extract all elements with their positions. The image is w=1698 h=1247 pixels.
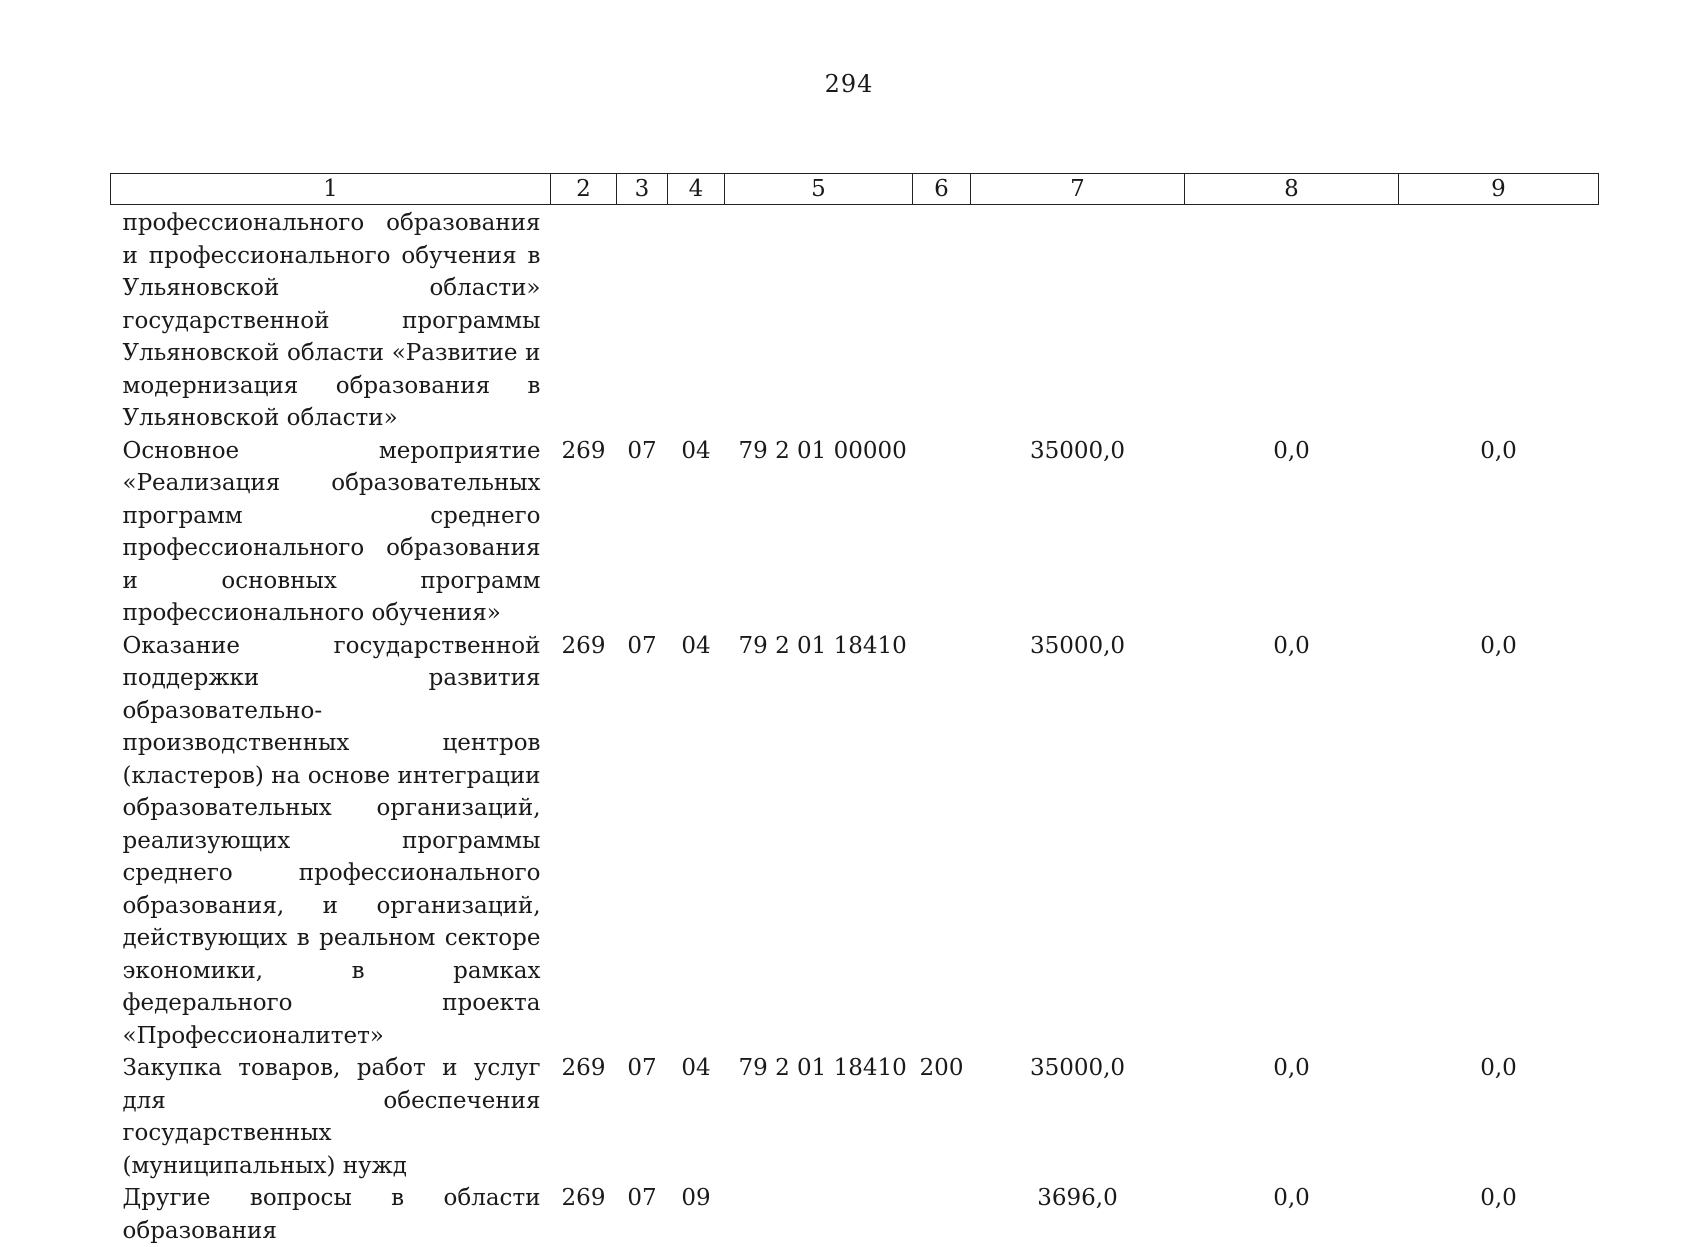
row-name: Оказание государственной поддержки развития образовательно-производственных центров (кластеров) на основе интеграции образовательных организаций, реализующих программы среднего профессионального образования, и организаций, действующих в реальном секторе экономики, в рамках федерального проекта «Профессионалитет» xyxy=(122,632,541,1049)
amount-col7: 35000,0 xyxy=(1029,437,1126,464)
target-article-code: 79 2 01 18410 xyxy=(738,632,907,659)
amount-col9: 0,0 xyxy=(1480,1185,1517,1211)
table-row xyxy=(111,1182,1599,1247)
admin-code xyxy=(551,205,617,435)
column-header: 6 xyxy=(913,174,971,205)
budget-table xyxy=(110,173,1599,1247)
row-name: Основное мероприятие «Реализация образовательных программ среднего профессионального образования и основных программ профессионального обучения» xyxy=(122,437,541,626)
amount-col9 xyxy=(1399,205,1599,435)
column-header: 2 xyxy=(551,174,617,205)
section-code: 07 xyxy=(627,437,657,464)
section-code xyxy=(617,205,668,435)
subsection-code: 04 xyxy=(681,437,711,464)
admin-code: 269 xyxy=(561,632,606,659)
page-number: 294 xyxy=(824,70,874,98)
row-name: Другие вопросы в области образования xyxy=(122,1185,541,1244)
column-header: 7 xyxy=(971,174,1185,205)
expense-type-code xyxy=(913,205,971,435)
admin-code: 269 xyxy=(561,437,606,464)
section-code: 07 xyxy=(627,632,657,659)
expense-type-code: 200 xyxy=(919,1055,964,1081)
subsection-code: 04 xyxy=(681,632,711,659)
section-code: 07 xyxy=(627,1185,657,1211)
amount-col8: 0,0 xyxy=(1273,632,1310,659)
target-article-code: 79 2 01 18410 xyxy=(738,1055,907,1081)
amount-col9: 0,0 xyxy=(1480,1055,1517,1081)
amount-col7: 35000,0 xyxy=(1029,632,1126,659)
amount-col8: 0,0 xyxy=(1273,1055,1310,1081)
amount-col9: 0,0 xyxy=(1480,437,1517,464)
amount-col8 xyxy=(1185,205,1399,435)
table-header-row xyxy=(111,174,1599,205)
amount-col9: 0,0 xyxy=(1480,632,1517,659)
column-header: 4 xyxy=(668,174,725,205)
table-row xyxy=(111,435,1599,630)
amount-col8: 0,0 xyxy=(1273,437,1310,464)
amount-col7: 35000,0 xyxy=(1029,1055,1126,1081)
row-name: Закупка товаров, работ и услуг для обеспечения государственных (муниципальных) нужд xyxy=(122,1055,541,1179)
expense-type-code xyxy=(913,435,971,630)
admin-code: 269 xyxy=(561,1055,606,1081)
column-header: 1 xyxy=(111,174,551,205)
subsection-code: 09 xyxy=(681,1185,711,1211)
target-article-code: 79 2 01 00000 xyxy=(738,437,907,464)
expense-type-code xyxy=(913,630,971,1053)
subsection-code xyxy=(668,205,725,435)
amount-col7: 3696,0 xyxy=(1037,1185,1118,1211)
amount-col8: 0,0 xyxy=(1273,1185,1310,1211)
subsection-code: 04 xyxy=(681,1055,711,1081)
section-code: 07 xyxy=(627,1055,657,1081)
target-article-code xyxy=(725,1182,913,1247)
amount-col7 xyxy=(971,205,1185,435)
admin-code: 269 xyxy=(561,1185,606,1211)
target-article-code xyxy=(725,205,913,435)
table-row xyxy=(111,205,1599,435)
column-header: 5 xyxy=(725,174,913,205)
expense-type-code xyxy=(913,1182,971,1247)
table-row xyxy=(111,630,1599,1053)
column-header: 3 xyxy=(617,174,668,205)
column-header: 9 xyxy=(1399,174,1599,205)
row-name: профессионального образования и профессионального обучения в Ульяновской области» государственной программы Ульяновской области «Развитие и модернизация образования в Ульяновской области» xyxy=(122,210,541,431)
column-header: 8 xyxy=(1185,174,1399,205)
table-row xyxy=(111,1052,1599,1182)
